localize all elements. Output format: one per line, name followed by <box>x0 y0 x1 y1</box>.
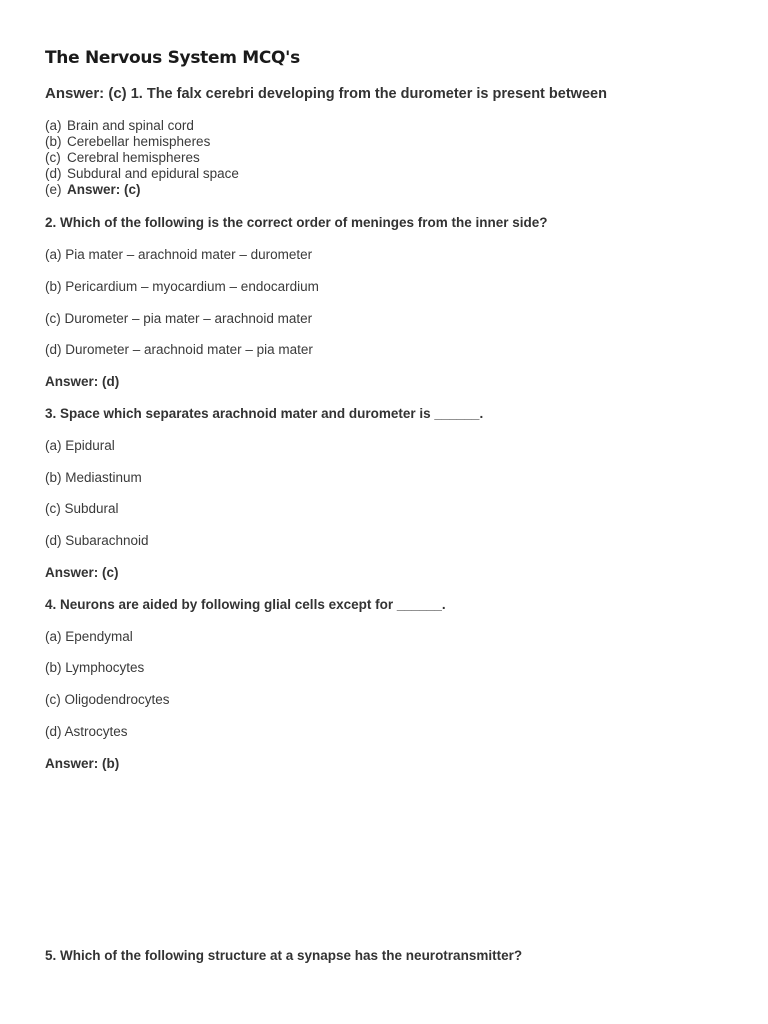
question-4-answer: Answer: (b) <box>45 756 120 771</box>
question-2-answer: Answer: (d) <box>45 374 120 389</box>
question-4-option-a: (a) Ependymal <box>45 629 133 644</box>
page-title: The Nervous System MCQ's <box>45 48 300 68</box>
question-5-text: 5. Which of the following structure at a synapse has the neurotransmitter? <box>45 948 523 963</box>
question-1-text: 1. The falx cerebri developing from the durometer is present between <box>130 86 607 102</box>
question-4-option-b: (b) Lymphocytes <box>45 660 145 675</box>
question-2-option-c: (c) Durometer – pia mater – arachnoid mater <box>45 311 313 326</box>
question-3-option-b: (b) Mediastinum <box>45 470 142 485</box>
question-3-text: 3. Space which separates arachnoid mater and durometer is ______. <box>45 406 484 421</box>
question-2-option-d: (d) Durometer – arachnoid mater – pia mater <box>45 342 313 357</box>
question-2-option-b: (b) Pericardium – myocardium – endocardium <box>45 279 319 294</box>
question-1-option-d: (d) Subdural and epidural space <box>45 166 239 181</box>
question-3-option-a: (a) Epidural <box>45 438 115 453</box>
question-1-option-b: (b) Cerebellar hemispheres <box>45 134 211 149</box>
question-1-answer-prefix: Answer: (c) <box>45 85 127 102</box>
question-4-option-c: (c) Oligodendrocytes <box>45 692 170 707</box>
question-4-text: 4. Neurons are aided by following glial cells except for ______. <box>45 597 446 612</box>
question-2-option-a: (a) Pia mater – arachnoid mater – durometer <box>45 247 313 262</box>
question-1-option-e: (e) Answer: (c) <box>45 182 141 197</box>
question-3-option-d: (d) Subarachnoid <box>45 533 149 548</box>
question-1 <box>45 86 607 102</box>
question-3-option-c: (c) Subdural <box>45 501 119 516</box>
question-1-option-a: (a) Brain and spinal cord <box>45 118 194 133</box>
question-3-answer: Answer: (c) <box>45 565 119 580</box>
question-1-option-c: (c) Cerebral hemispheres <box>45 150 200 165</box>
question-4-option-d: (d) Astrocytes <box>45 724 128 739</box>
question-2-text: 2. Which of the following is the correct order of meninges from the inner side? <box>45 215 548 230</box>
